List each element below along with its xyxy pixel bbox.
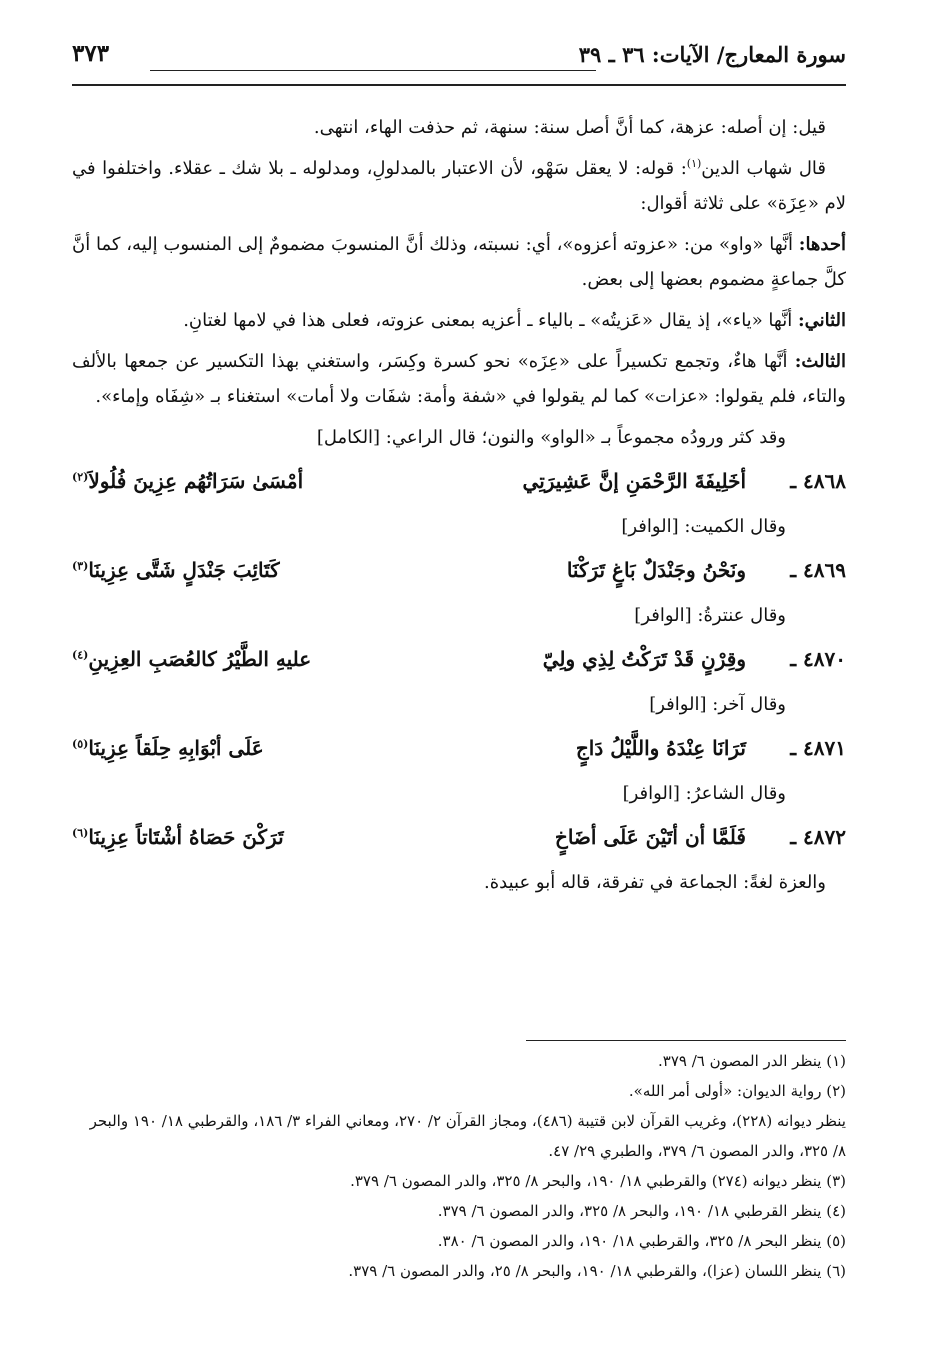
footnote-ref: (٤) — [72, 648, 89, 662]
page-header — [72, 38, 846, 88]
verse-second-hemistich — [72, 639, 416, 679]
paragraph-label: أحدها: — [798, 234, 846, 255]
verse-number: ٤٨٦٩ ـ — [790, 558, 846, 582]
verse — [72, 817, 846, 857]
footnote-divider — [526, 1040, 846, 1041]
text: أنَّها «واو» من: «عزوته أعزوه»، أي: نسبته، وذلك أنَّ المنسوبَ مضمومٌ إلى المنسوب إليه، كما أنَّ كلَّ جماعةٍ مضموم بعضها إلى بعض. — [72, 234, 846, 290]
footnote: ينظر ديوانه (٢٢٨)، وغريب القرآن لابن قتيبة (٤٨٦)، ومجاز القرآن ٢/ ٢٧٠، ومعاني الفراء ٣/ ١٨٦، والقرطبي ١٨/ ١٩٠ والبحر ٨/ ٣٢٥، والدر المصون ٦/ ٣٧٩، والطبري ٢٩/ ٤٧. — [89, 1112, 846, 1160]
verse-number: ٤٨٧٠ ـ — [790, 647, 846, 671]
verse — [72, 639, 846, 679]
footnote: (١) ينظر الدر المصون ٦/ ٣٧٩. — [657, 1052, 846, 1070]
verse-first-hemistich: وقِرْنٍ قَدْ تَرَكْتُ لِذِي ولِيّ — [542, 647, 746, 671]
text: : قوله: لا يعقل سَهْو، لأن الاعتبار بالمدلولِ، ومدلوله ـ بلا شك ـ عقلاء. واختلفوا في لام «عِزَة» على ثلاثة أقوال: — [72, 158, 846, 214]
verse — [72, 728, 846, 768]
hemistich-text: كَتَائِبَ جَنْدَلٍ شَتَّى عِزِينَا — [88, 558, 280, 582]
paragraph-label: الثالث: — [794, 351, 846, 372]
verse-second-hemistich — [72, 550, 416, 590]
verse-first-hemistich: ونَحْنُ وجَنْدَلٌ بَاغٍ تَرَكْنَا — [566, 558, 746, 582]
footnote-ref: (٣) — [72, 559, 89, 573]
footnote-ref: (٥) — [72, 737, 89, 751]
main-text — [72, 110, 846, 906]
paragraph — [72, 344, 846, 414]
footnote: (٤) ينظر القرطبي ١٨/ ١٩٠، والبحر ٨/ ٣٢٥، والدر المصون ٦/ ٣٧٩. — [437, 1202, 846, 1220]
paragraph — [72, 303, 846, 338]
footnote-ref: (٢) — [72, 470, 89, 484]
verse-first-hemistich: تَرَانَا عِنْدَهُ واللَّيْلُ دَاجٍ — [575, 736, 746, 760]
footnote-ref: (١) — [686, 157, 702, 170]
paragraph-label: الثاني: — [797, 310, 846, 331]
verse — [72, 461, 846, 501]
verse-second-hemistich — [72, 461, 416, 501]
intro-line: وقد كثر ورودُه مجموعاً بـ «الواو» والنون؛ قال الراعي: [الكامل] — [316, 427, 786, 448]
hemistich-text: تَرَكْنَ حَصَاهُ أشْتَاتاً عِزِينَا — [88, 825, 284, 849]
footnote-ref: (٦) — [72, 826, 89, 840]
page-number: ٣٧٣ — [72, 40, 110, 67]
verse-first-hemistich: فَلَمَّا أن أتَيْنَ عَلَى أضَاخٍ — [554, 825, 746, 849]
verse-first-hemistich: أخَلِيفَةَ الرَّحْمَنِ إنَّ عَشِيرَتِي — [522, 469, 746, 493]
text: أنَّها «ياء»، إذ يقال «عَزيتُه» ـ بالياء ـ أعزيه بمعنى عزوته، فعلى هذا في لامها لغتانِ. — [183, 310, 798, 331]
surah-title: سورة المعارج/ الآيات: ٣٦ ـ ٣٩ — [578, 42, 846, 67]
hemistich-text: عَلَى أبْوَابِهِ حِلَقاً عِزِينَا — [88, 736, 264, 760]
verse-number: ٤٨٦٨ ـ — [790, 469, 846, 493]
meter-line: وقال عنترةُ: [الوافر] — [634, 605, 786, 626]
header-divider — [72, 84, 846, 86]
meter-line: وقال آخر: [الوافر] — [649, 694, 786, 715]
footnotes — [72, 1046, 846, 1286]
hemistich-text: أمْسَىٰ سَرَاتُهُم عِزِينَ فُلُولاَ — [88, 469, 304, 493]
footnote: (٦) ينظر اللسان (عزا)، والقرطبي ١٨/ ١٩٠، والبحر ٨/ ٢٥، والدر المصون ٦/ ٣٧٩. — [348, 1262, 846, 1280]
paragraph — [72, 227, 846, 297]
footnote: (٥) ينظر البحر ٨/ ٣٢٥، والقرطبي ١٨/ ١٩٠، والدر المصون ٦/ ٣٨٠. — [437, 1232, 846, 1250]
footnote: (٢) رواية الديوان: «أولى أمر الله». — [628, 1082, 846, 1100]
verse-number: ٤٨٧١ ـ — [790, 736, 846, 760]
meter-line: وقال الكميت: [الوافر] — [621, 516, 786, 537]
meter-line: وقال الشاعرُ: [الوافر] — [622, 783, 786, 804]
paragraph: قيل: إن أصله: عزهة، كما أنَّ أصل سنة: سنهة، ثم حذفت الهاء، انتهى. — [313, 117, 826, 138]
footnote: (٣) ينظر ديوانه (٢٧٤) والقرطبي ١٨/ ١٩٠، والبحر ٨/ ٣٢٥، والدر المصون ٦/ ٣٧٩. — [350, 1172, 846, 1190]
text: أنَّها هاءٌ، وتجمع تكسيراً على «عِزَه» نحو كسرة وكِسَر، واستغني بهذا التكسير عن جمعها بالألف والتاء، فلم يقولوا: «عزات» كما لم يقولوا في «شفة وأمة: شفَات ولا أمات» استغناء بـ «شِفَاه وإماء». — [72, 351, 846, 407]
paragraph: والعزة لغةً: الجماعة في تفرقة، قاله أبو عبيدة. — [484, 872, 826, 893]
header-rule — [150, 70, 596, 71]
verse-number: ٤٨٧٢ ـ — [790, 825, 846, 849]
hemistich-text: عليهِ الطَّيْرُ كالعُصَبِ العِزِينِ — [88, 647, 312, 671]
verse — [72, 550, 846, 590]
paragraph — [72, 151, 846, 221]
verse-second-hemistich — [72, 728, 416, 768]
verse-second-hemistich — [72, 817, 416, 857]
text: قال شهاب الدين — [701, 158, 826, 179]
